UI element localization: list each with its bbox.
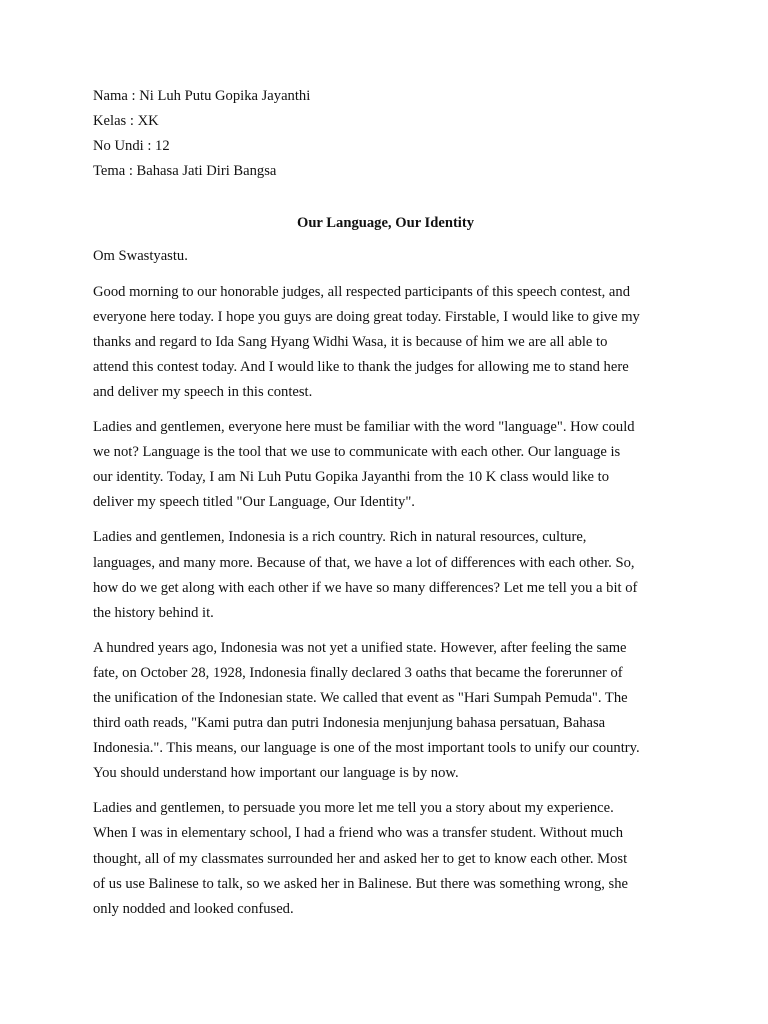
paragraph-line: Ladies and gentlemen, everyone here must be familiar with the word "language". How could xyxy=(93,419,635,436)
paragraph-line: Good morning to our honorable judges, all respected participants of this speech contest, and xyxy=(93,283,630,300)
paragraph-line: fate, on October 28, 1928, Indonesia finally declared 3 oaths that became the forerunner of xyxy=(93,664,623,681)
paragraph-line: You should understand how important our language is by now. xyxy=(93,765,459,782)
greeting: Om Swastyastu. xyxy=(93,248,188,265)
paragraph-opening xyxy=(93,280,678,405)
paragraph-line: how do we get along with each other if we have so many differences? Let me tell you a bit of xyxy=(93,579,638,596)
paragraph-line: we not? Language is the tool that we use to communicate with each other. Our language is xyxy=(93,444,621,461)
paragraph-line: and deliver my speech in this contest. xyxy=(93,383,313,400)
student-name: Nama : Ni Luh Putu Gopika Jayanthi xyxy=(93,88,311,104)
paragraph-line: the unification of the Indonesian state. We called that event as "Hari Sumpah Pemuda". The xyxy=(93,689,628,706)
paragraph-history xyxy=(93,636,678,787)
paragraph-line: only nodded and looked confused. xyxy=(93,900,294,917)
paragraph-line: A hundred years ago, Indonesia was not yet a unified state. However, after feeling the same xyxy=(93,639,627,656)
paragraph-line: everyone here today. I hope you guys are doing great today. Firstable, I would like to give my xyxy=(93,308,640,325)
paragraph-line: our identity. Today, I am Ni Luh Putu Gopika Jayanthi from the 10 K class would like to xyxy=(93,469,610,486)
paragraph-line: attend this contest today. And I would like to thank the judges for allowing me to stand here xyxy=(93,358,629,375)
paragraph-experience xyxy=(93,796,678,921)
paragraph-line: thought, all of my classmates surrounded her and asked her to get to know each other. Most xyxy=(93,850,628,867)
speech-title: Our Language, Our Identity xyxy=(296,215,475,232)
paragraph-line: third oath reads, "Kami putra dan putri Indonesia menjunjung bahasa persatuan, Bahasa xyxy=(93,715,606,732)
document-page xyxy=(93,84,678,932)
paragraph-line: Ladies and gentlemen, Indonesia is a rich country. Rich in natural resources, culture, xyxy=(93,529,587,546)
header-block xyxy=(93,84,678,184)
paragraph-line: Indonesia.". This means, our language is one of the most important tools to unify our country. xyxy=(93,740,640,757)
paragraph-line: of us use Balinese to talk, so we asked her in Balinese. But there was something wrong, she xyxy=(93,875,628,892)
paragraph-line: thanks and regard to Ida Sang Hyang Widhi Wasa, it is because of him we are all able to xyxy=(93,333,608,350)
paragraph-line: the history behind it. xyxy=(93,604,214,621)
student-class: Kelas : XK xyxy=(93,113,159,130)
draw-number: No Undi : 12 xyxy=(93,138,170,155)
paragraph-line: languages, and many more. Because of that, we have a lot of differences with each other. So, xyxy=(93,554,635,571)
paragraph-indonesia xyxy=(93,525,678,625)
paragraph-line: deliver my speech titled "Our Language, Our Identity". xyxy=(93,494,415,511)
speech-theme: Tema : Bahasa Jati Diri Bangsa xyxy=(93,163,277,180)
paragraph-line: Ladies and gentlemen, to persuade you more let me tell you a story about my experience. xyxy=(93,800,614,817)
paragraph-line: When I was in elementary school, I had a friend who was a transfer student. Without much xyxy=(93,825,624,842)
paragraph-language xyxy=(93,415,678,515)
